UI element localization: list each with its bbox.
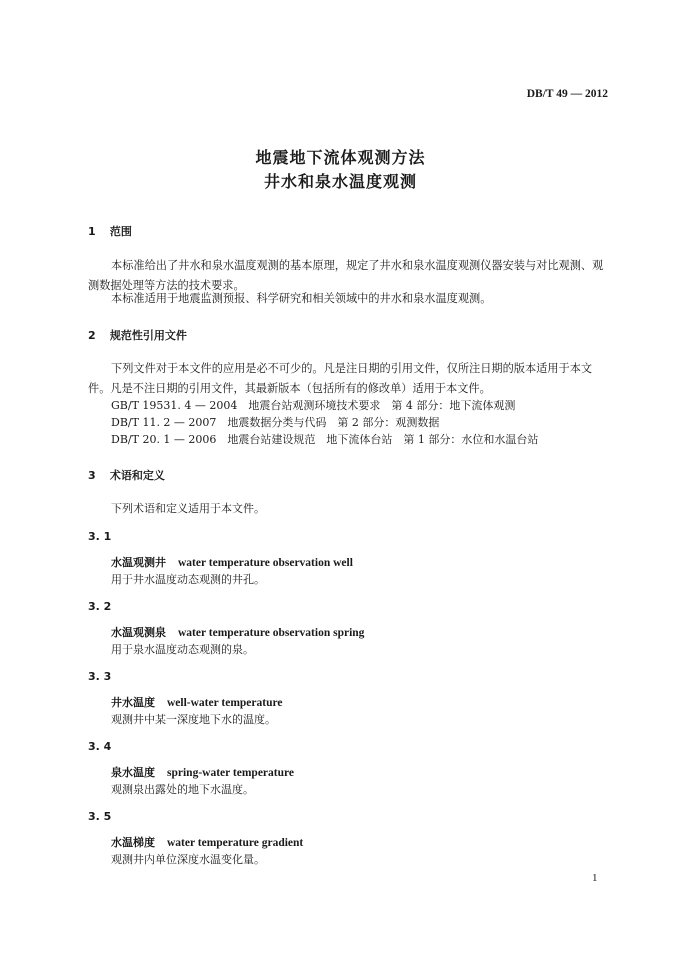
term-english: water temperature observation spring [178, 627, 365, 639]
section-title: 规范性引用文件 [109, 329, 187, 342]
section-title: 范围 [109, 225, 132, 238]
term-definition: 观测泉出露处的地下水温度。 [111, 783, 254, 796]
term-english: well-water temperature [167, 697, 283, 709]
term-number: 3. 5 [88, 810, 112, 823]
term-chinese: 水温观测井 [111, 556, 166, 569]
section-number: 2 [88, 329, 96, 342]
normative-reference: DB/T 20. 1 — 2006 地震台站建设规范 地下流体台站 第 1 部分：水位和水温台站 [111, 433, 539, 446]
section-1-paragraph-2: 本标准适用于地震监测预报、科学研究和相关领域中的井水和泉水温度观测。 [111, 292, 492, 305]
normative-reference: DB/T 11. 2 — 2007 地震数据分类与代码 第 2 部分：观测数据 [111, 416, 440, 429]
term-entry [111, 554, 353, 570]
term-english: water temperature gradient [167, 837, 304, 849]
section-2-paragraph-1: 下列文件对于本文件的应用是必不可少的。凡是注日期的引用文件，仅所注日期的版本适用于本文件。凡是不注日期的引用文件，其最新版本（包括所有的修改单）适用于本文件。 [88, 362, 593, 395]
section-2-heading [88, 327, 187, 343]
section-3-intro: 下列术语和定义适用于本文件。 [111, 502, 265, 515]
term-entry [111, 764, 294, 780]
term-definition: 用于井水温度动态观测的井孔。 [111, 573, 265, 586]
term-english: water temperature observation well [178, 557, 353, 569]
term-definition: 观测井中某一深度地下水的温度。 [111, 713, 276, 726]
term-entry [111, 624, 364, 640]
section-number: 3 [88, 469, 96, 482]
document-title-line2: 井水和泉水温度观测 [263, 172, 417, 191]
term-entry [111, 834, 303, 850]
term-chinese: 水温观测泉 [111, 626, 166, 639]
section-3-heading [88, 467, 165, 483]
term-chinese: 泉水温度 [111, 766, 155, 779]
document-title-line1: 地震地下流体观测方法 [255, 148, 426, 167]
term-chinese: 水温梯度 [111, 836, 155, 849]
term-number: 3. 2 [88, 600, 112, 613]
section-1-heading [88, 223, 132, 239]
section-number: 1 [88, 225, 96, 238]
term-number: 3. 1 [88, 530, 112, 543]
term-english: spring-water temperature [167, 767, 294, 779]
section-1-paragraph-1: 本标准给出了井水和泉水温度观测的基本原理，规定了井水和泉水温度观测仪器安装与对比观测、观测数据处理等方法的技术要求。 [88, 259, 604, 292]
standard-code: DB/T 49 — 2012 [526, 88, 608, 100]
term-number: 3. 4 [88, 740, 112, 753]
term-chinese: 井水温度 [111, 696, 155, 709]
term-entry [111, 694, 282, 710]
term-definition: 用于泉水温度动态观测的泉。 [111, 643, 254, 656]
term-definition: 观测井内单位深度水温变化量。 [111, 853, 265, 866]
section-title: 术语和定义 [109, 469, 165, 482]
page-number: 1 [592, 872, 598, 884]
term-number: 3. 3 [88, 670, 112, 683]
normative-reference: GB/T 19531. 4 — 2004 地震台站观测环境技术要求 第 4 部分：地下流体观测 [111, 399, 516, 412]
